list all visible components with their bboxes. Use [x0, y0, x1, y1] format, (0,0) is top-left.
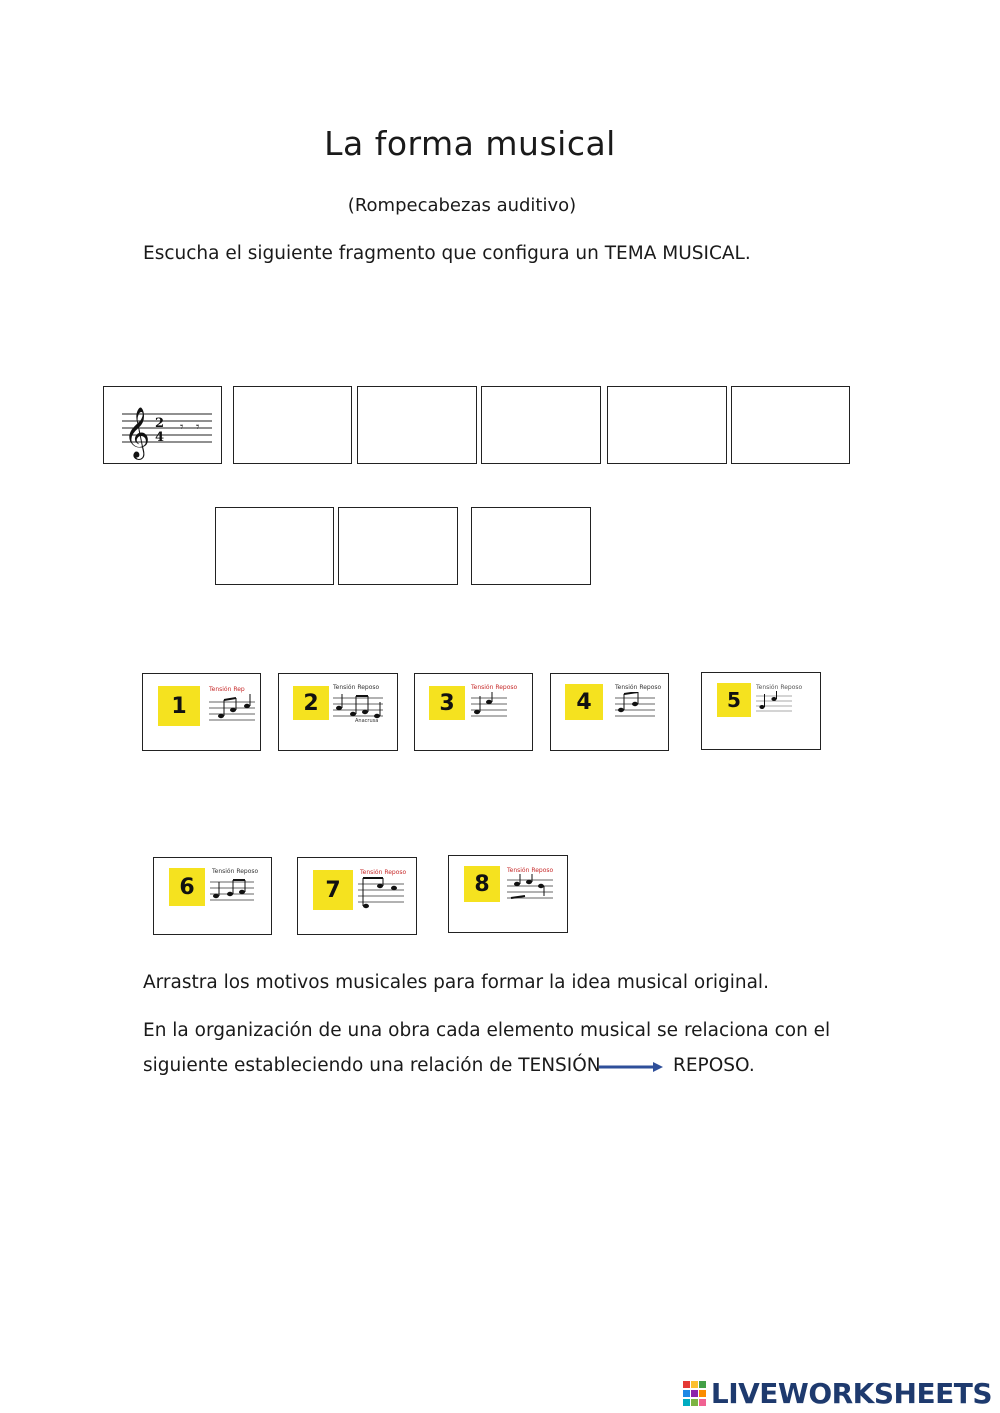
tile-label: Tensión Reposo [615, 684, 662, 691]
arrow-right-icon [599, 1060, 665, 1074]
tile-number-badge: 6 [169, 868, 205, 906]
motif-tile-8[interactable] [448, 855, 568, 933]
motif-tile-6[interactable] [153, 857, 272, 935]
relation-text-line2 [143, 1055, 601, 1076]
motif-tile-4[interactable] [550, 673, 669, 751]
tile-sublabel: Anacrusa [355, 718, 379, 724]
relation-tension: siguiente estableciendo una relación de TENSIÓN [143, 1055, 601, 1076]
motif-tile-5[interactable] [701, 672, 821, 750]
liveworksheets-logo[interactable] [683, 1377, 992, 1410]
tile-label: Tensión Reposo [471, 684, 518, 691]
motif-tile-1[interactable] [142, 673, 261, 751]
music-snippet-icon [756, 691, 792, 715]
tile-label: Tensión Reposo [507, 867, 554, 874]
tile-label: Tensión Reposo [333, 684, 380, 691]
tile-label: Tensión Reposo [212, 868, 259, 875]
treble-clef-staff-icon [104, 387, 221, 463]
given-first-measure [103, 386, 222, 464]
drag-instruction: Arrastra los motivos musicales para formar la idea musical original. [143, 972, 769, 993]
drop-slot-6[interactable] [215, 507, 334, 585]
drop-slot-1[interactable] [233, 386, 352, 464]
music-snippet-icon [209, 694, 255, 726]
drop-slot-3[interactable] [481, 386, 601, 464]
drop-slot-4[interactable] [607, 386, 727, 464]
drop-slot-8[interactable] [471, 507, 591, 585]
music-snippet-icon [615, 692, 655, 722]
tile-number-badge: 8 [464, 866, 500, 902]
svg-text:2: 2 [155, 416, 165, 431]
tile-number-badge: 5 [717, 683, 751, 717]
music-snippet-icon [507, 874, 553, 904]
relation-text-line1: En la organización de una obra cada elemento musical se relaciona con el [143, 1020, 831, 1041]
liveworksheets-logo-text: LIVEWORKSHEETS [710, 1377, 992, 1410]
tile-number-badge: 4 [565, 684, 603, 720]
music-snippet-icon [471, 692, 507, 720]
svg-text:𝄾: 𝄾 [196, 420, 200, 435]
page-subtitle: (Rompecabezas auditivo) [347, 195, 577, 216]
music-snippet-icon [333, 692, 383, 720]
page-title: La forma musical [324, 124, 616, 163]
tile-number-badge: 3 [429, 686, 465, 720]
drop-slot-2[interactable] [357, 386, 477, 464]
tile-label: Tensión Reposo [360, 869, 407, 876]
svg-text:𝄞: 𝄞 [124, 407, 151, 458]
relation-reposo: REPOSO. [673, 1055, 755, 1076]
motif-tile-3[interactable] [414, 673, 533, 751]
tile-number-badge: 1 [158, 686, 200, 726]
motif-tile-2[interactable] [278, 673, 398, 751]
motif-tile-7[interactable] [297, 857, 417, 935]
tile-label: Tensión Rep [209, 686, 245, 693]
listen-instruction: Escucha el siguiente fragmento que configura un TEMA MUSICAL. [143, 243, 751, 264]
svg-text:4: 4 [155, 430, 165, 445]
svg-text:𝄾: 𝄾 [180, 420, 184, 435]
liveworksheets-logo-icon [683, 1381, 707, 1407]
tile-label: Tensión Reposo [756, 684, 803, 691]
drop-slot-5[interactable] [731, 386, 850, 464]
drop-slot-7[interactable] [338, 507, 458, 585]
tile-number-badge: 7 [313, 870, 353, 910]
music-snippet-icon [358, 876, 404, 910]
tile-number-badge: 2 [293, 686, 329, 720]
music-snippet-icon [210, 876, 254, 906]
